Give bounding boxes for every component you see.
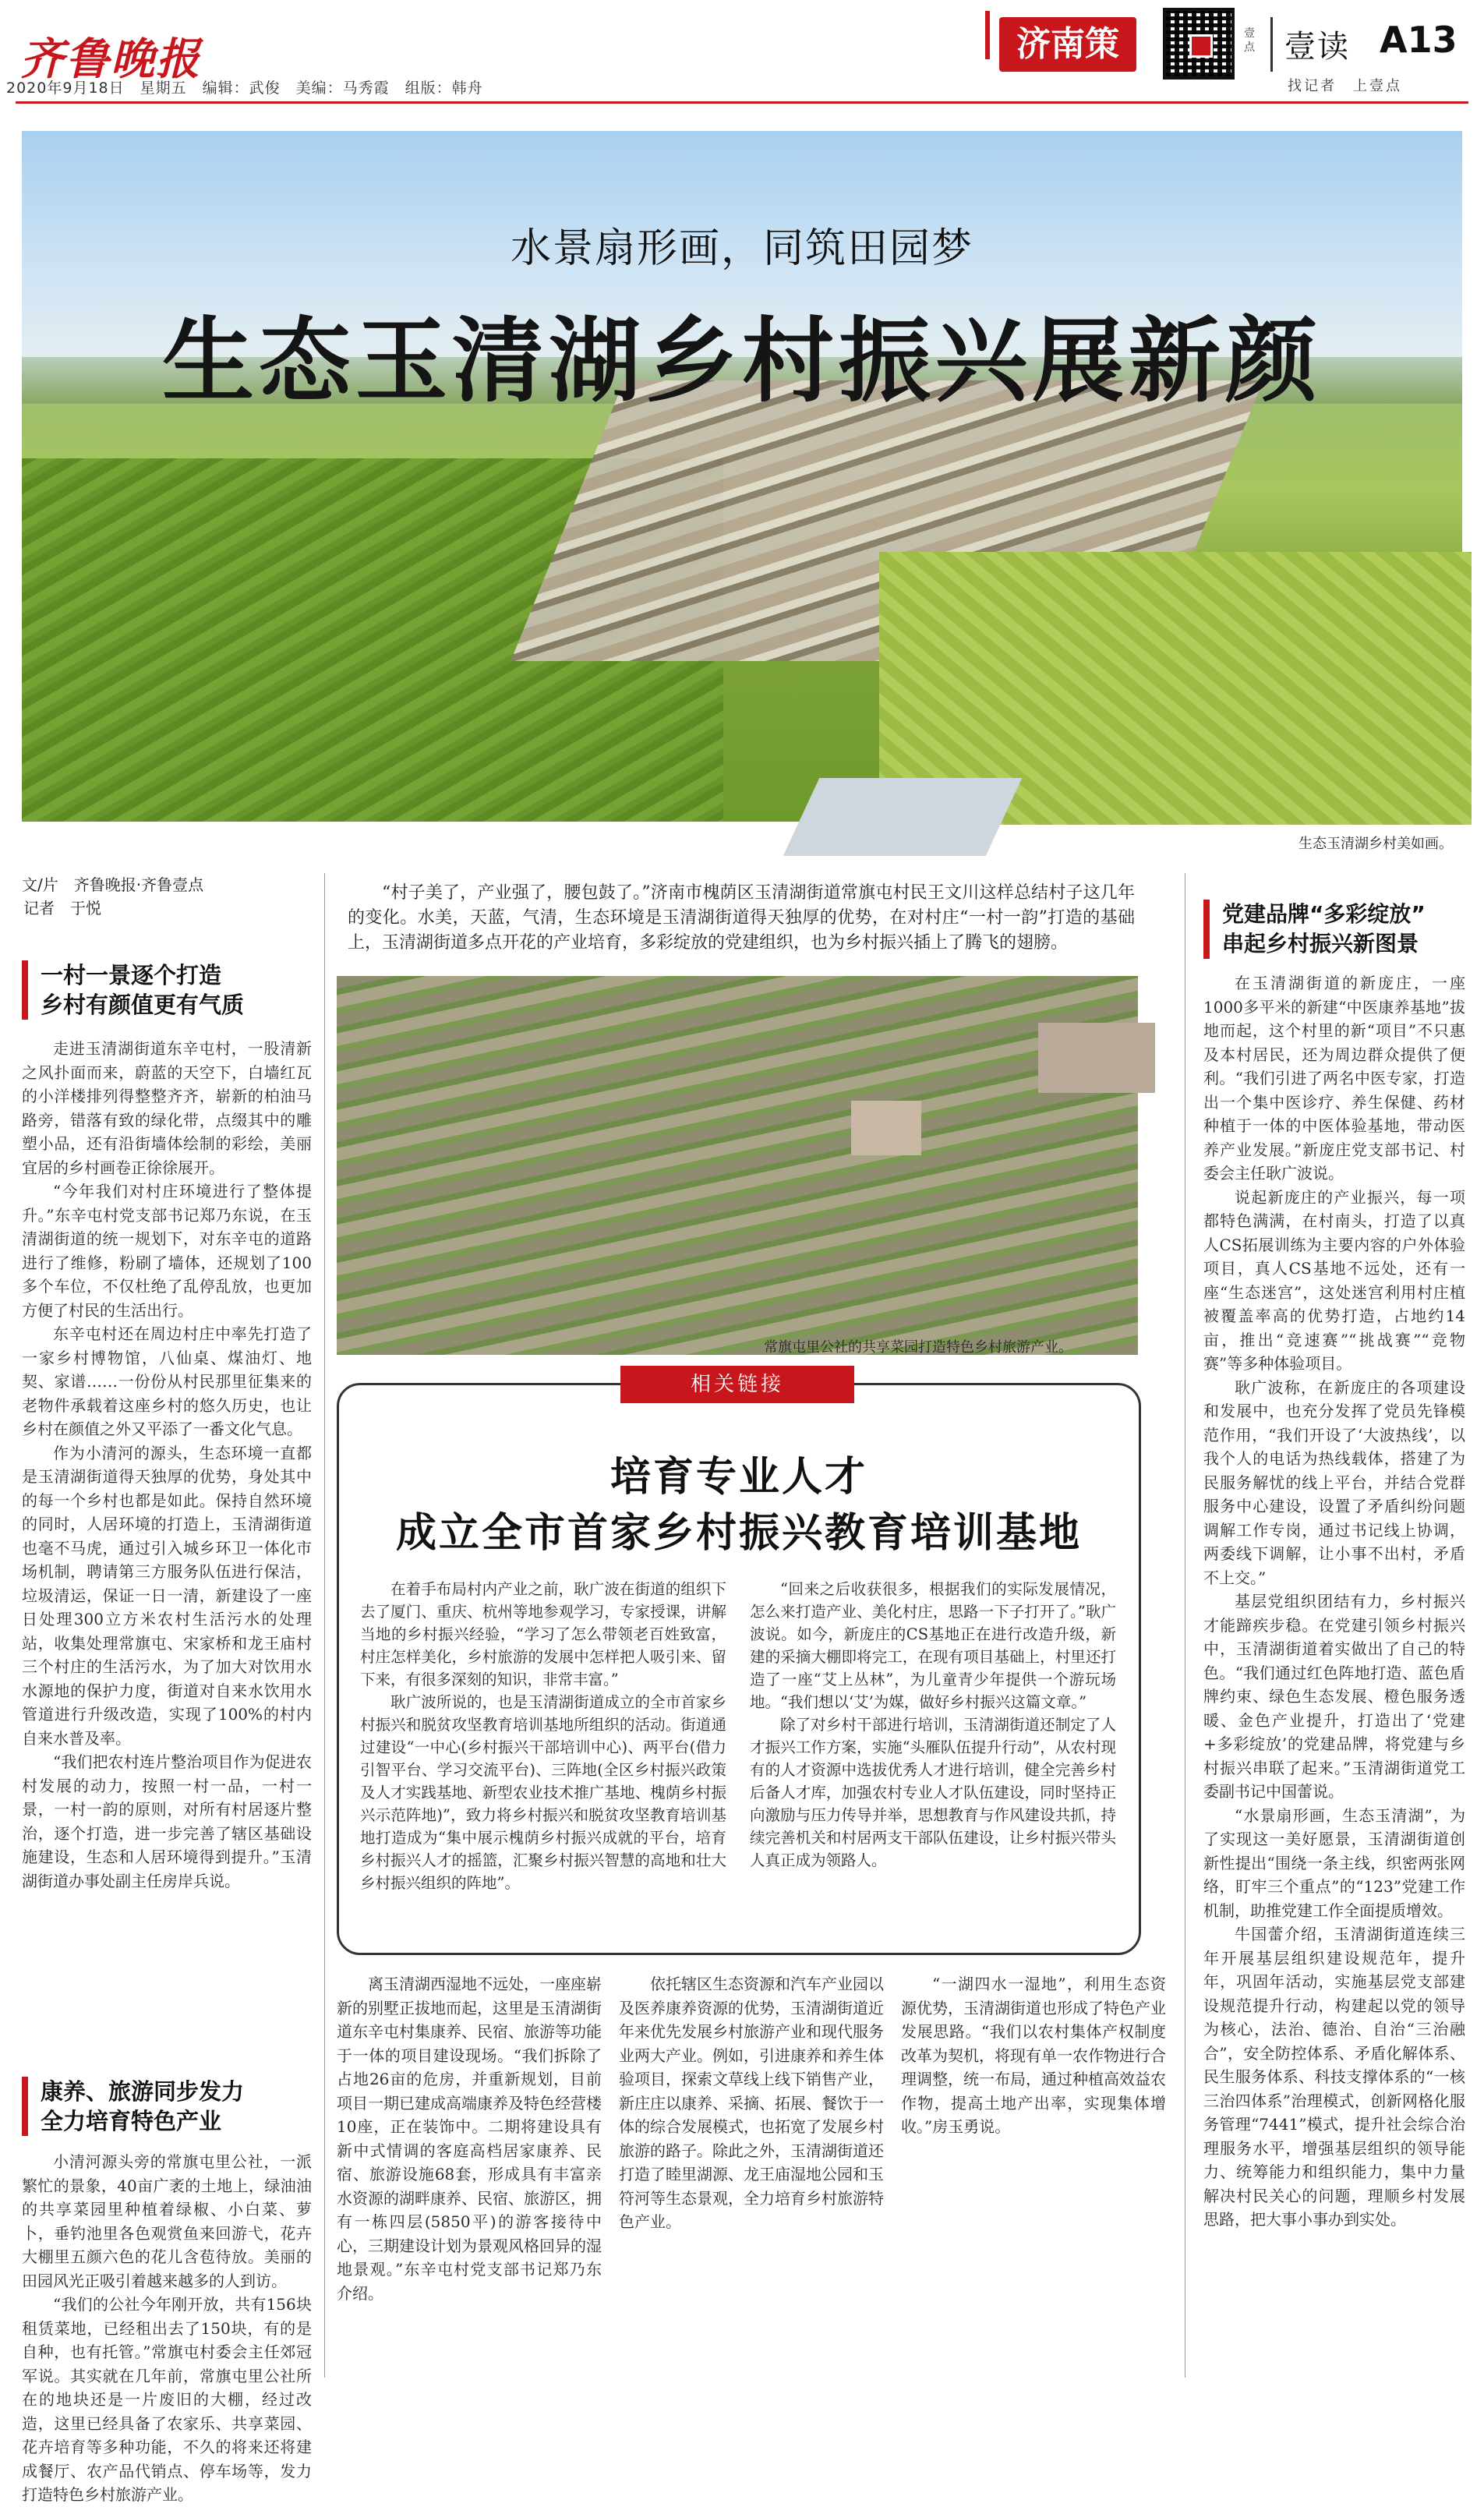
related-title-line1: 培育专业人才 <box>610 1454 867 1501</box>
paragraph: 基层党组织团结有力，乡村振兴才能蹄疾步稳。在党建引领乡村振兴中，玉清湖街道着实做出了自己的特色。“我们通过红色阵地打造、蓝色盾牌约束、绿色生态发展、橙色服务透暖、金色产业提升，打造出了‘党建+多彩绽放’的党建品牌，将党建与乡村振兴串联了起来。”玉清湖街道党工委副书记中国蕾说。 <box>1203 1592 1465 1801</box>
section2-body-col4 <box>901 1972 1166 2378</box>
header-rule <box>16 101 1468 104</box>
related-title-line2: 成立全市首家乡村振兴教育培训基地 <box>395 1510 1082 1557</box>
photo-house <box>1038 1023 1155 1093</box>
photo-greenhouse <box>783 778 1023 856</box>
page-number: A13 <box>1380 19 1458 61</box>
paragraph: 走进玉清湖街道东辛屯村，一股清新之风扑面而来，蔚蓝的天空下，白墙红瓦的小洋楼排列得整整齐齐，崭新的柏油马路旁，错落有致的绿化带，点缀其中的雕塑小品，还有沿街墙体绘制的彩绘，美丽宜居的乡村画卷正徐徐展开。 <box>22 1039 312 1177</box>
paragraph: 在着手布局村内产业之前，耿广波在街道的组织下去了厦门、重庆、杭州等地参观学习，专家授课，讲解当地的乡村振兴经验，“学习了怎么带领老百姓致富，村庄怎样美化，乡村旅游的发展中怎样把人吸引来、留下来，有很多深刻的知识，非常丰富。” <box>360 1580 726 1688</box>
section2-body-col1 <box>22 2150 312 2504</box>
byline-author: 文/片 齐鲁晚报·齐鲁壹点 <box>22 875 204 894</box>
section3-body <box>1203 971 1465 2374</box>
headline-subtitle: 水景扇形画，同筑田园梦 <box>510 225 973 272</box>
section2-heading <box>22 2077 318 2136</box>
reporter-tip: 找记者 上壹点 <box>1288 78 1402 94</box>
paragraph: 东辛屯村还在周边村庄中率先打造了一家乡村博物馆，八仙桌、煤油灯、地契、家谱……一份份从村民那里征集来的老物件承载着这座乡村的悠久历史，也让乡村在颜值之外又平添了一番文化气息。 <box>22 1324 312 1438</box>
paragraph: “水景扇形画，生态玉清湖”，为了实现这一美好愿景，玉清湖街道创新性提出“围绕一条主线，织密两张网络，盯牢三个重点”的“123”党建工作机制，助推党建工作全面提质增效。 <box>1203 1805 1465 1920</box>
vegetable-garden-photo <box>337 976 1138 1355</box>
column-rule <box>324 873 325 2378</box>
paragraph: 说起新庞庄的产业振兴，每一项都特色满满，在村南头，打造了以真人CS拓展训练为主要内容的户外体验项目，真人CS基地不远处，还有一座“生态迷宫”，这处迷宫利用村庄植被覆盖率高的优势打造，占地约14亩，推出“竞速赛”“挑战赛”“竞物赛”等多种体验项目。 <box>1203 1187 1465 1373</box>
section2-heading-line1: 康养、旅游同步发力 <box>41 2078 245 2105</box>
paragraph: “我们把农村连片整治项目作为促进农村发展的动力，按照一村一品，一村一景，一村一韵的原则，对所有村居逐片整治，逐个打造，进一步完善了辖区基础设施建设，生态和人居环境得到提升。”玉清湖街道办事处副主任房岸兵说。 <box>22 1752 312 1890</box>
section3-heading-line1: 党建品牌“多彩绽放” <box>1222 901 1426 927</box>
section1-heading <box>22 960 318 1020</box>
hero-photo-caption: 生态玉清湖乡村美如画。 <box>1298 836 1453 852</box>
paragraph: 耿广波所说的，也是玉清湖街道成立的全市首家乡村振兴和脱贫攻坚教育培训基地所组织的活动。街道通过建设“一中心(乡村振兴干部培训中心)、两平台(借力引智平台、学习交流平台)、三阵地(全区乡村振兴政策及人才实践基地、新型农业技术推广基地、槐荫乡村振兴示范阵地)”，致力将乡村振兴和脱贫攻坚教育培训基地打造成为“集中展示槐荫乡村振兴成就的平台，培育乡村振兴人才的摇篮，汇聚乡村振兴智慧的高地和壮大乡村振兴组织的阵地”。 <box>360 1693 726 1892</box>
paragraph: 依托辖区生态资源和汽车产业园以及医养康养资源的优势，玉清湖街道近年来优先发展乡村旅游产业和现代服务业两大产业。例如，引进康养和养生体验项目，探索文草线上线下销售产业，新庄庄以康养、采摘、拓展、餐饮于一体的综合发展模式，也拓宽了发展乡村旅游的路子。除此之外，玉清湖街道还打造了睦里湖源、龙王庙湿地公园和玉符河等生态景观，全力培育乡村旅游特色产业。 <box>619 1975 884 2231</box>
section1-heading-line1: 一村一景逐个打造 <box>41 962 222 988</box>
paragraph: “今年我们对村庄环境进行了整体提升。”东辛屯村党支部书记郑乃东说，在玉清湖街道的统一规划下，对东辛屯的道路进行了维修，粉刷了墙体，还规划了100多个车位，不仅杜绝了乱停乱放，也更加方便了村民的生活出行。 <box>22 1182 312 1320</box>
section1-heading-line2: 乡村有颜值更有气质 <box>41 992 245 1018</box>
paragraph: 牛国蕾介绍，玉清湖街道连续三年开展基层组织建设规范年，提升年，巩固年活动，实施基层党支部建设规范提升行动，构建起以党的领导为核心，法治、德治、自治“三治融合”，安全防控体系、矛盾化解体系、民生服务体系、科技支撑体系的“一核三治四体系”治理模式，创新网格化服务管理“7441”模式，提升社会综合治理服务水平，增强基层组织的领导能力、统筹能力和组织能力，集中力量解决村民关心的问题，理顺乡村发展思路，把大事小事办到实处。 <box>1203 1925 1465 2229</box>
paragraph: 离玉清湖西湿地不远处，一座座崭新的别墅正拔地而起，这里是玉清湖街道东辛屯村集康养、民宿、旅游等功能于一体的项目建设现场。“我们拆除了占地26亩的危房，并重新规划，目前项目一期已建成高端康养及特色经营楼10座，正在装饰中。二期将建设具有新中式情调的客庭高档居家康养、民宿、旅游设施68套，形成具有丰富亲水资源的湖畔康养、民宿、旅游区，拥有一栋四层(5850平)的游客接待中心，三期建设计划为景观风格回异的湿地景观。”东辛屯村党支部书记郑乃东介绍。 <box>337 1975 602 2303</box>
lead-paragraph: “村子美了，产业强了，腰包鼓了。”济南市槐荫区玉清湖街道常旗屯村民王文川这样总结村子这几年的变化。水美，天蓝，气清，生态环境是玉清湖街道得天独厚的优势，在对村庄“一村一韵”打造的基础上，玉清湖街道多点开花的产业培育，多彩绽放的党建组织，也为乡村振兴插上了腾飞的翅膀。 <box>348 883 1135 953</box>
paragraph: “我们的公社今年刚开放，共有156块租赁菜地，已经租出去了150块，有的是自种，也有托管。”常旗屯村委会主任郊冠军说。其实就在几年前，常旗屯里公社所在的地块还是一片废旧的大棚，经过改造，这里已经具备了农家乐、共享菜园、花卉培育等多种功能，不久的将来还将建成餐厅、农产品代销点、停车场等，发力打造特色乡村旅游产业。 <box>22 2295 312 2504</box>
section3-heading <box>1203 900 1468 959</box>
section2-heading-line2: 全力培育特色产业 <box>41 2108 222 2134</box>
newspaper-logo: 齐鲁晚报 <box>20 34 201 85</box>
qr-note: 壹点 <box>1244 27 1255 54</box>
paragraph: 除了对乡村干部进行培训，玉清湖街道还制定了人才振兴工作方案，实施“头雁队伍提升行动”，从农村现有的人才资源中选拔优秀人才进行培训，健全完善乡村后备人才库，加强农村专业人才队伍建设，同时坚持正向激励与压力传导并举，思想教育与作风建设共抓，持续完善机关和村居两支干部队伍建设，让乡村振兴带头人真正成为领路人。 <box>750 1716 1116 1869</box>
column-tag: 济南策 <box>999 17 1136 72</box>
paragraph: “一湖四水一湿地”，利用生态资源优势，玉清湖街道也形成了特色产业发展思路。“我们以农村集体产权制度改革为契机，将现有单一农作物进行合理调整，统一布局，通过种植高效益农作物，提高土地产出率，实现集体增收。”房玉勇说。 <box>901 1975 1166 2136</box>
section3-heading-line2: 串起乡村振兴新图景 <box>1222 931 1419 956</box>
byline-reporter: 记者 于悦 <box>23 899 101 918</box>
paragraph: 在玉清湖街道的新庞庄，一座1000多平米的新建“中医康养基地”拔地而起，这个村里的新“项目”不只惠及本村居民，还为周边群众提供了便利。“我们引进了两名中医专家，打造出一个集中医诊疗、养生保健、药材种植于一体的中医体验基地，带动医养产业发展。”新庞庄党支部书记、村委会主任耿广波说。 <box>1203 974 1465 1183</box>
mid-photo-caption: 常旗屯里公社的共享菜园打造特色乡村旅游产业。 <box>764 1339 1072 1356</box>
paragraph: 耿广波称，在新庞庄的各项建设和发展中，也充分发挥了党员先锋模范作用，“我们开设了‘大波热线’，以我个人的电话为热线载体，搭建了为民服务解忧的线上平台，并结合党群服务中心建设，设置了矛盾纠纷问题调解工作专岗，通过书记线上协调，两委线下调解，让小事不出村，矛盾不上交。” <box>1203 1377 1465 1587</box>
section2-body-col2 <box>337 1972 602 2378</box>
issue-info: 2020年9月18日 星期五 编辑：武俊 美编：马秀霞 组版：韩舟 <box>6 80 483 97</box>
paragraph: 作为小清河的源头，生态环境一直都是玉清湖街道得天独厚的优势，身处其中的每一个乡村也都是如此。保持自然环境的同时，人居环境的打造上，玉清湖街道也毫不马虎，通过引入城乡环卫一体化市场机制，聘请第三方服务队伍进行保洁，垃圾清运，保证一日一清，新建设了一座日处理300立方米农村生活污水的处理站，收集处理常旗屯、宋家桥和龙王庙村三个村庄的生活污水，为了加大对饮用水水源地的保护力度，街道对自来水饮用水管道进行升级改造，实现了100%的村内自来水普及率。 <box>22 1443 312 1748</box>
photo-shed <box>851 1101 921 1155</box>
byline <box>22 873 203 920</box>
qr-code-icon[interactable] <box>1163 8 1235 80</box>
headline-title: 生态玉清湖乡村振兴展新颜 <box>161 307 1322 415</box>
paragraph: “回来之后收获很多，根据我们的实际发展情况，怎么来打造产业、美化村庄，思路一下子打开了。”耿广波说。如今，新庞庄的CS基地正在进行改造升级，新建的采摘大棚即将完工，在现有项目基础上，村里还打造了一座“艾上丛林”，为儿童青少年提供一个游玩场地。“我们想以‘艾’为媒，做好乡村振兴这篇文章。” <box>750 1580 1116 1711</box>
related-body-right <box>750 1578 1116 1936</box>
related-body-left <box>360 1578 726 1936</box>
section1-body <box>22 1037 312 2066</box>
header-divider <box>1270 17 1273 72</box>
page-section: 壹读 <box>1284 29 1350 65</box>
related-tag: 相关链接 <box>620 1366 854 1403</box>
section2-body-col3 <box>619 1972 884 2378</box>
paragraph: 小清河源头旁的常旗屯里公社，一派繁忙的景象，40亩广袤的土地上，绿油油的共享菜园里种植着绿椒、小白菜、萝卜，垂钓池里各色观赏鱼来回游弋，花卉大棚里五颜六色的花儿含苞待放。美丽的田园风光正吸引着越来越多的人到访。 <box>22 2152 312 2290</box>
